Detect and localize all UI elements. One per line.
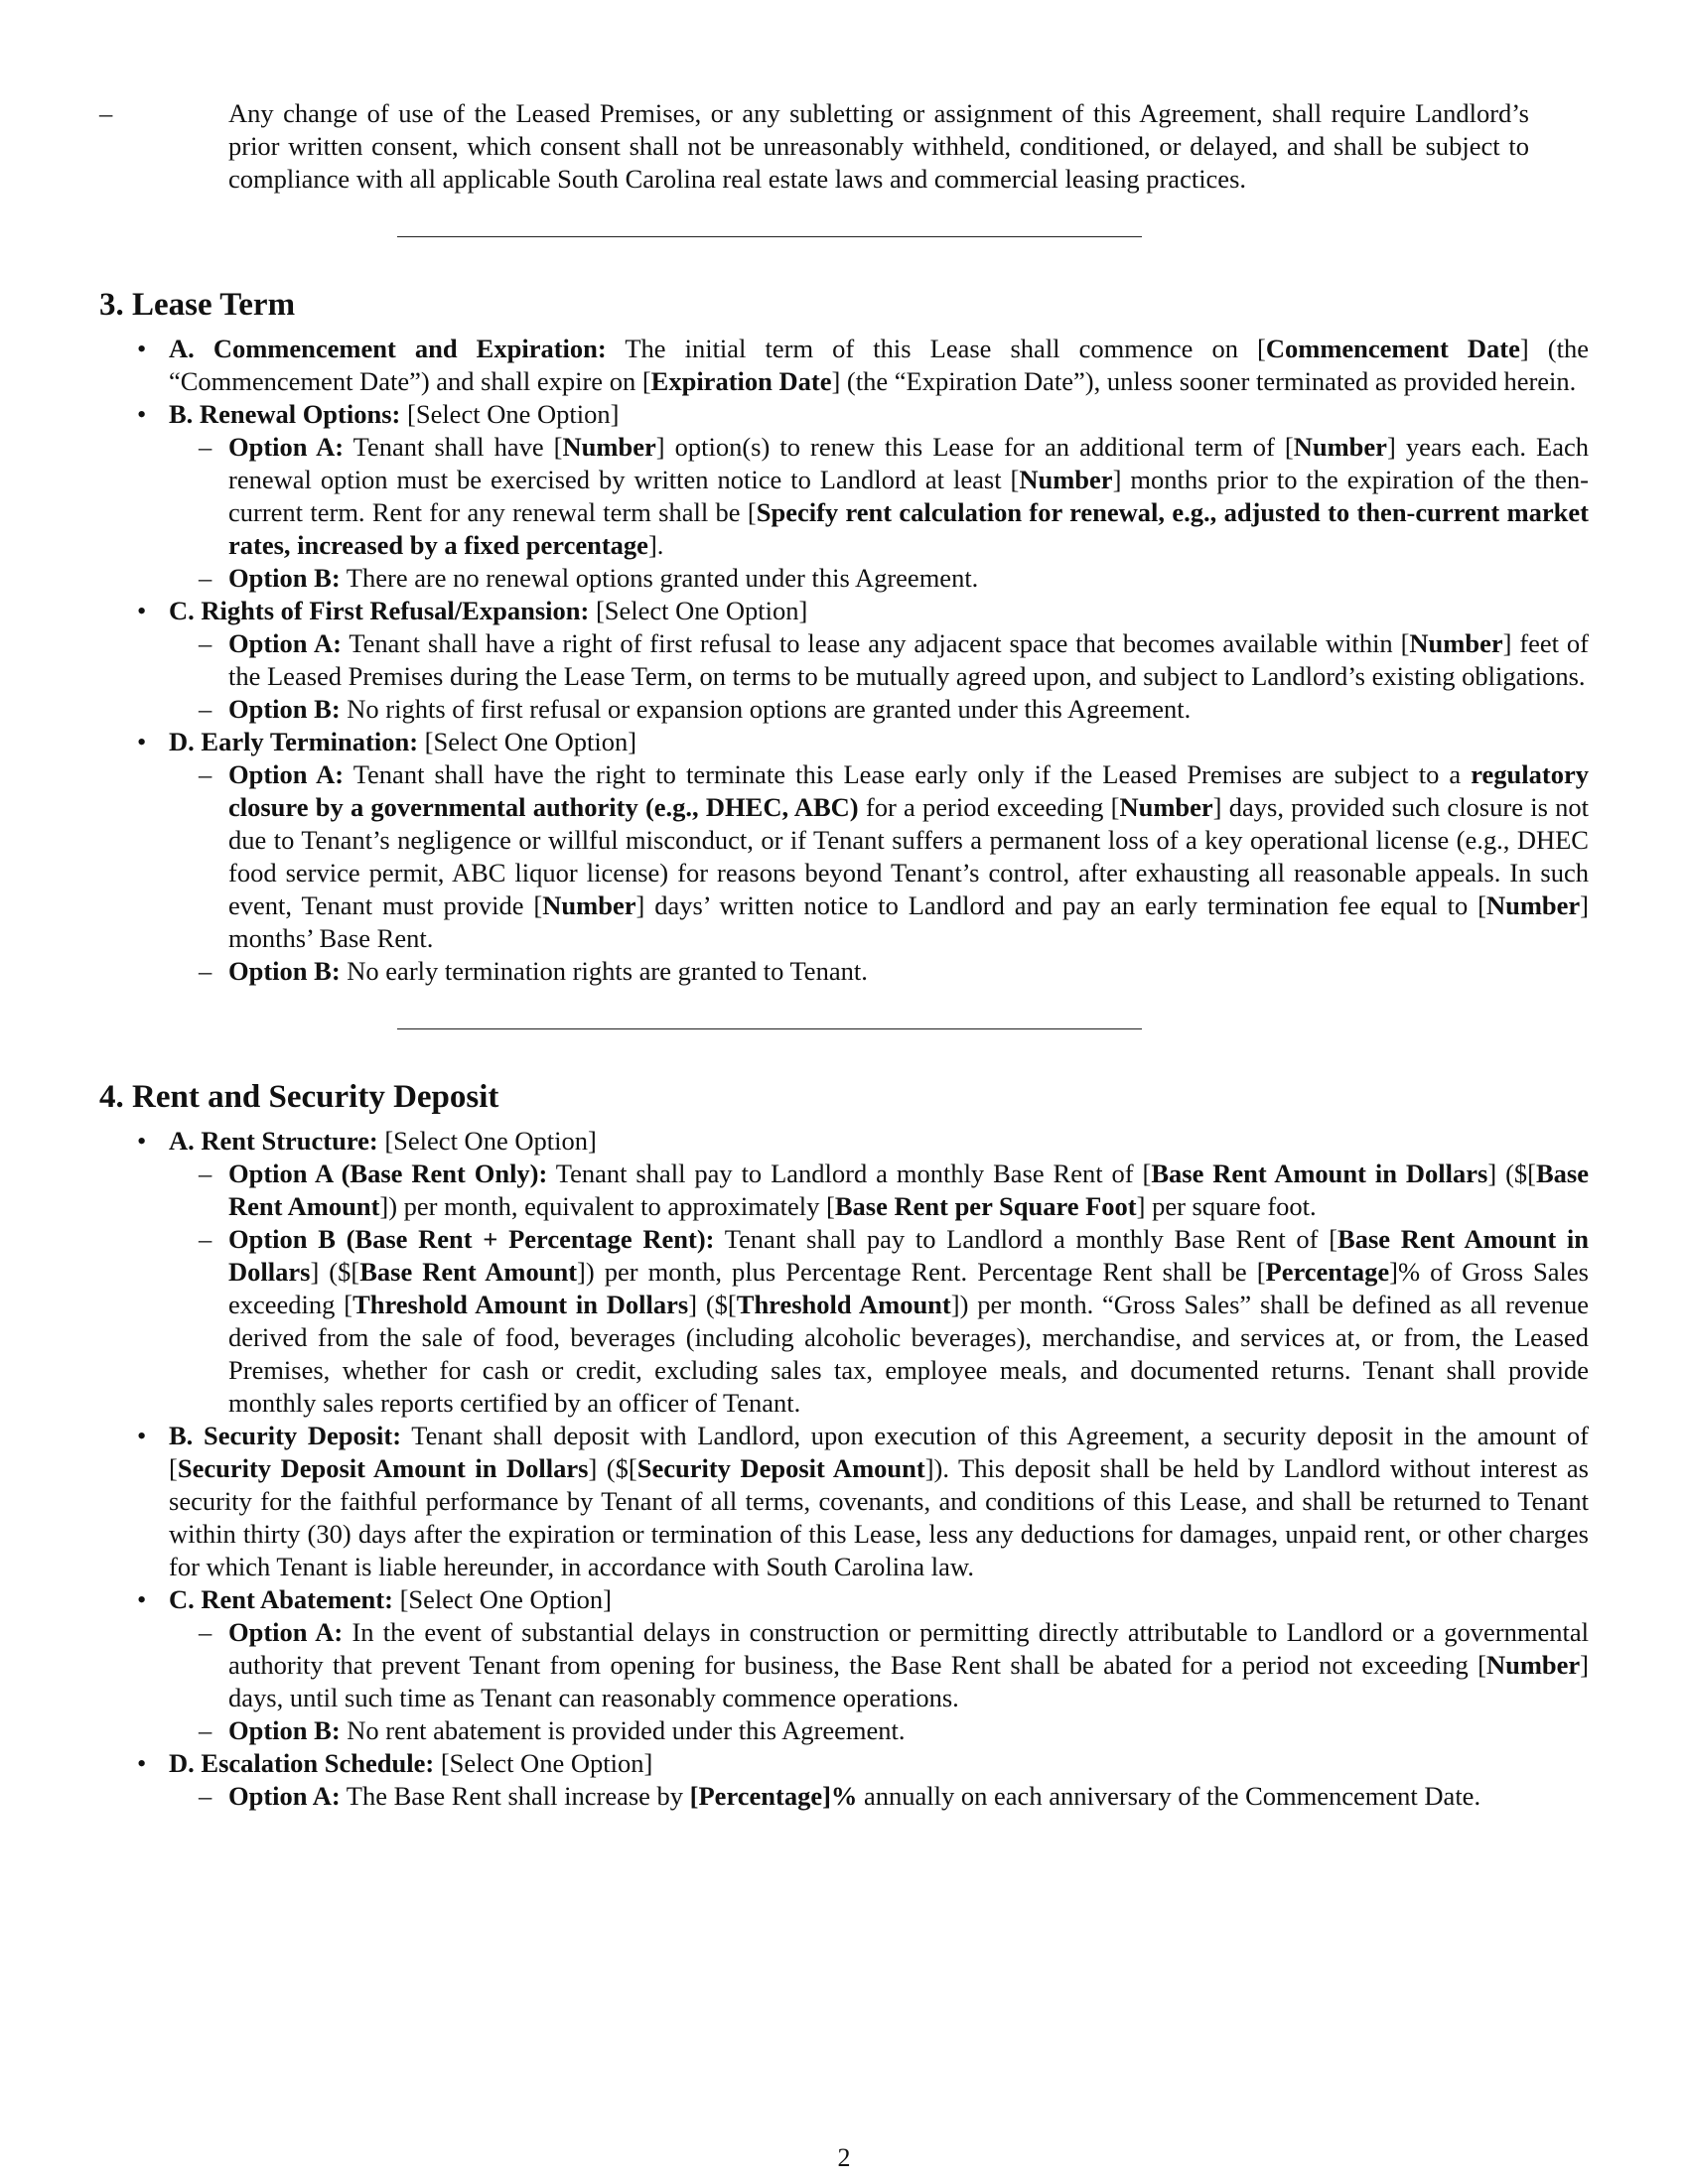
section-rent-security-deposit: [99, 1077, 1589, 1813]
list-item-escalation-schedule: [99, 1747, 1589, 1813]
item-label: B. Renewal Options:: [169, 399, 401, 429]
escalation-options-list: [169, 1780, 1589, 1813]
list-item-commencement: [99, 333, 1589, 398]
placeholder-deposit-amount: Security Deposit Amount: [636, 1453, 925, 1483]
placeholder-number: Number: [1409, 628, 1503, 658]
item-text: ] ($[: [588, 1453, 637, 1483]
placeholder-deposit-dollars: Security Deposit Amount in Dollars: [177, 1453, 589, 1483]
option-text: ]) per month, plus Percentage Rent. Percentage Rent shall be [: [577, 1257, 1266, 1287]
option-text: ] months prior to the expiration of the then-current term. Rent for any renewal term shall be [: [228, 465, 1589, 527]
option-a: [169, 1616, 1589, 1714]
option-text: In the event of substantial delays in construction or permitting directly attributable to Landlord or a governmental authority that prevent Tenant from opening for business, the Base Rent shall be abated for a period not exceeding [: [228, 1617, 1589, 1680]
placeholder-base-rent-dollars: Base Rent Amount in Dollars: [228, 1224, 1590, 1287]
placeholder-number: Number: [542, 890, 636, 920]
select-note: [Select One Option]: [400, 399, 620, 429]
placeholder-expiration-date: Expiration Date: [650, 366, 832, 396]
placeholder-number: Number: [562, 432, 656, 462]
option-label: Option A:: [228, 1781, 341, 1811]
option-text: The Base Rent shall increase by: [340, 1781, 690, 1811]
item-text: The initial term of this Lease shall commence on [: [606, 334, 1266, 363]
placeholder-threshold-amount: Threshold Amount: [736, 1290, 951, 1319]
placeholder-number: Number: [1119, 792, 1213, 822]
carryover-item: – Any change of use of the Leased Premises, or any subletting or assignment of this Agreement, shall require Landlord’s prior written consent, which consent shall not be unreasonably withheld, conditioned, or delayed, and shall be subject to compliance with all applicable South Carolina real estate laws and commercial leasing practices.: [0, 97, 1529, 196]
option-text: Tenant shall have the right to terminate this Lease early only if the Leased Premises are subject to a: [344, 759, 1472, 789]
option-text: ]) per month. “Gross Sales” shall be defined as all revenue derived from the sale of food, beverages (including alcoholic beverages), merchandise, and services at, or from, the Leased Premises, whether for cash or credit, excluding sales tax, employee meals, and documented returns. Tenant shall provide monthly sales reports certified by an officer of Tenant.: [228, 1290, 1589, 1418]
page-number: 2: [837, 2143, 851, 2172]
option-text: Tenant shall have a right of first refusal to lease any adjacent space that becomes available within [: [341, 628, 1410, 658]
select-note: [Select One Option]: [392, 1584, 612, 1614]
placeholder-number: Number: [1485, 890, 1581, 920]
item-text: ] (the “Commencement Date”) and shall expire on [: [169, 334, 1589, 396]
placeholder-number: Number: [1019, 465, 1113, 494]
rent-security-list: [99, 1125, 1589, 1813]
option-text: annually on each anniversary of the Commencement Date.: [857, 1781, 1481, 1811]
item-label: B. Security Deposit:: [169, 1421, 402, 1450]
option-a: [169, 1158, 1589, 1223]
placeholder-base-rent-amount: Base Rent Amount: [359, 1257, 578, 1287]
option-a: [169, 1780, 1589, 1813]
option-text: ] days, until such time as Tenant can reasonably commence operations.: [228, 1650, 1589, 1712]
list-item-renewal-options: [99, 398, 1589, 595]
option-text: Tenant shall have [: [344, 432, 563, 462]
lease-term-list: [99, 333, 1589, 988]
list-item-first-refusal: [99, 595, 1589, 726]
item-label: C. Rent Abatement:: [169, 1584, 393, 1614]
option-text: ] ($[: [310, 1257, 360, 1287]
first-refusal-options-list: [169, 627, 1589, 726]
item-label: C. Rights of First Refusal/Expansion:: [169, 596, 590, 625]
option-text: No rights of first refusal or expansion options are granted under this Agreement.: [340, 694, 1192, 724]
option-a: [169, 431, 1589, 562]
option-b: [169, 693, 1589, 726]
option-b: [169, 955, 1589, 988]
item-text: ] (the “Expiration Date”), unless sooner terminated as provided herein.: [831, 366, 1577, 396]
option-text: ] ($[: [688, 1290, 737, 1319]
option-a: [169, 758, 1589, 955]
option-text: ] feet of the Leased Premises during the Lease Term, on terms to be mutually agreed upon, and subject to Landlord’s existing obligations.: [228, 628, 1589, 691]
option-text: for a period exceeding [: [858, 792, 1120, 822]
option-label: Option B (Base Rent + Percentage Rent):: [228, 1224, 715, 1254]
placeholder-base-rent-per-sqft: Base Rent per Square Foot: [834, 1191, 1137, 1221]
option-label: Option A (Base Rent Only):: [228, 1159, 548, 1188]
option-text: ]% of Gross Sales exceeding [: [228, 1257, 1589, 1319]
select-note: [Select One Option]: [377, 1126, 597, 1156]
section-heading: 4. Rent and Security Deposit: [99, 1079, 499, 1115]
option-label: Option B:: [228, 694, 341, 724]
option-text: ]) per month, equivalent to approximately [: [379, 1191, 835, 1221]
option-text: Tenant shall pay to Landlord a monthly Base Rent of [: [714, 1224, 1338, 1254]
option-text: ] years each. Each renewal option must be exercised by written notice to Landlord at least [: [228, 432, 1589, 494]
option-a: [169, 627, 1589, 693]
rent-abatement-options-list: [169, 1616, 1589, 1747]
section-divider: [397, 236, 1142, 237]
early-termination-options-list: [169, 758, 1589, 988]
option-text: ] days, provided such closure is not due to Tenant’s negligence or willful misconduct, or if Tenant suffers a permanent loss of a key operational license (e.g., DHEC food service permit, ABC liquor license) for reasons beyond Tenant’s control, after exhausting all reasonable appeals. In such event, Tenant must provide [: [228, 792, 1589, 920]
option-text: No early termination rights are granted to Tenant.: [340, 956, 868, 986]
renewal-options-list: [169, 431, 1589, 595]
option-label: Option B:: [228, 563, 341, 593]
option-label: Option A:: [228, 759, 345, 789]
section-lease-term: [99, 285, 1589, 988]
select-note: [Select One Option]: [434, 1748, 653, 1778]
section-heading: 3. Lease Term: [99, 287, 296, 323]
list-item-early-termination: [99, 726, 1589, 988]
option-text: ] days’ written notice to Landlord and pay an early termination fee equal to [: [635, 890, 1486, 920]
rent-structure-options-list: [169, 1158, 1589, 1420]
option-text: ] per square foot.: [1136, 1191, 1317, 1221]
placeholder-rent-calculation: Specify rent calculation for renewal, e.g., adjusted to then-current market rates, increased by a fixed percentage: [228, 497, 1589, 560]
option-text: There are no renewal options granted under this Agreement.: [340, 563, 979, 593]
option-label: Option A:: [228, 432, 345, 462]
option-text: No rent abatement is provided under this Agreement.: [340, 1715, 906, 1745]
placeholder-percentage: [Percentage]%: [689, 1781, 858, 1811]
page-content: [99, 97, 1589, 1813]
option-label: Option A:: [228, 628, 342, 658]
placeholder-base-rent-dollars: Base Rent Amount in Dollars: [1151, 1159, 1488, 1188]
list-item-rent-structure: [99, 1125, 1589, 1420]
option-text: ] months’ Base Rent.: [228, 890, 1589, 953]
carryover-list: [99, 97, 1589, 196]
placeholder-number: Number: [1293, 432, 1387, 462]
item-text: ]). This deposit shall be held by Landlord without interest as security for the faithful performance by Tenant of all terms, covenants, and conditions of this Lease, and shall be returned to Tenant within thirty (30) days after the expiration or termination of this Lease, less any deductions for damages, unpaid rent, or other charges for which Tenant is liable hereunder, in accordance with South Carolina law.: [169, 1453, 1589, 1581]
select-note: [Select One Option]: [418, 727, 637, 756]
select-note: [Select One Option]: [589, 596, 808, 625]
option-label: Option B:: [228, 956, 341, 986]
option-text: ] ($[: [1487, 1159, 1536, 1188]
section-divider: [397, 1028, 1142, 1029]
placeholder-commencement-date: Commencement Date: [1265, 334, 1520, 363]
item-text: Tenant shall deposit with Landlord, upon execution of this Agreement, a security deposit in the amount of [: [169, 1421, 1589, 1483]
placeholder-percentage: Percentage: [1265, 1257, 1390, 1287]
item-label: D. Escalation Schedule:: [169, 1748, 435, 1778]
placeholder-number: Number: [1485, 1650, 1581, 1680]
option-text: Tenant shall pay to Landlord a monthly Base Rent of [: [547, 1159, 1152, 1188]
item-label: D. Early Termination:: [169, 727, 419, 756]
placeholder-base-rent-amount: Base Rent Amount: [228, 1159, 1589, 1221]
list-item-security-deposit: [99, 1420, 1589, 1583]
item-label: A. Commencement and Expiration:: [169, 334, 607, 363]
option-text: ] option(s) to renew this Lease for an additional term of [: [655, 432, 1294, 462]
option-label: Option B:: [228, 1715, 341, 1745]
option-b: [169, 1714, 1589, 1747]
option-label: Option A:: [228, 1617, 344, 1647]
option-text: ].: [647, 530, 664, 560]
option-b: [169, 1223, 1589, 1420]
option-b: [169, 562, 1589, 595]
placeholder-threshold-dollars: Threshold Amount in Dollars: [352, 1290, 689, 1319]
item-label: A. Rent Structure:: [169, 1126, 378, 1156]
emphasis-regulatory-closure: regulatory closure by a governmental authority (e.g., DHEC, ABC): [228, 759, 1589, 822]
list-item-rent-abatement: [99, 1583, 1589, 1747]
